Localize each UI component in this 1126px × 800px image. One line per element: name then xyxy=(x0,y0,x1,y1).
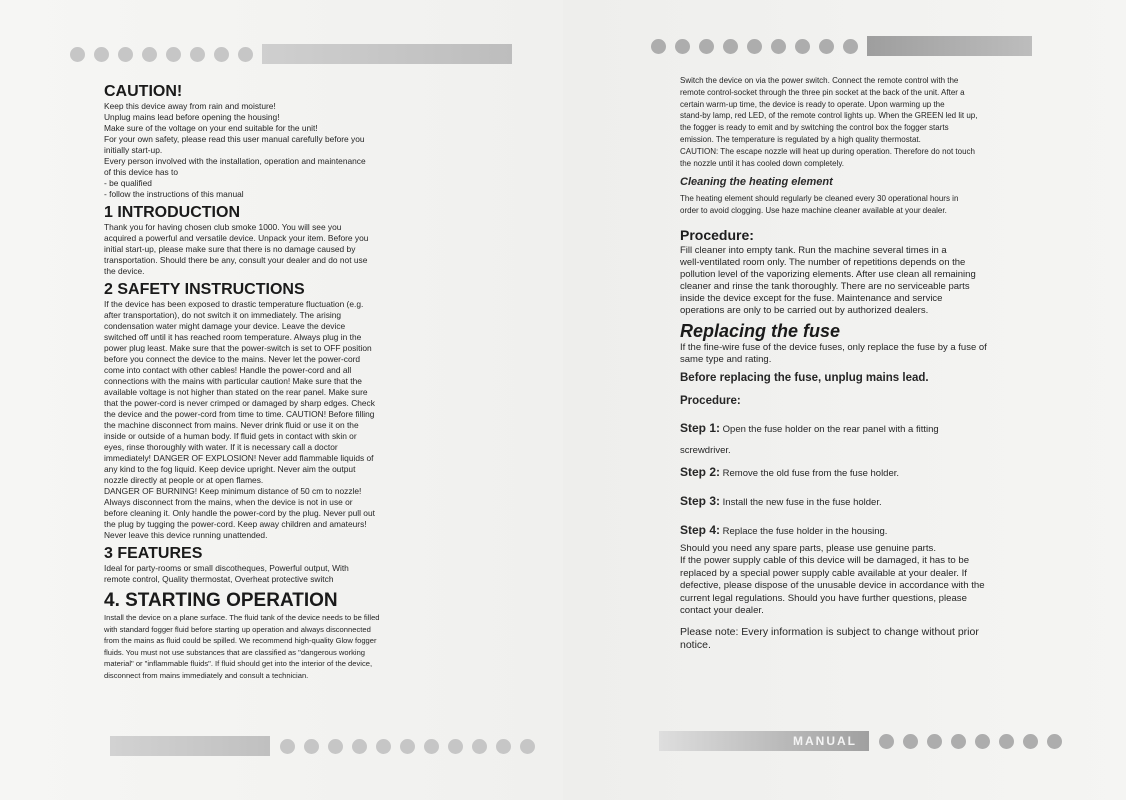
dot-icon xyxy=(975,734,990,749)
dot-icon xyxy=(166,47,181,62)
dot-icon xyxy=(903,734,918,749)
dot-icon xyxy=(927,734,942,749)
step-1 xyxy=(680,417,1052,441)
dot-icon xyxy=(118,47,133,62)
step-text: screwdriver. xyxy=(680,444,731,456)
dot-icon xyxy=(747,39,762,54)
dot-icon xyxy=(376,739,391,754)
footer-bar xyxy=(110,736,270,756)
unplug-note: Before replacing the fuse, unplug mains lead. xyxy=(680,371,929,384)
features-text: Ideal for party-rooms or small discotheques, Powerful output, With remote control, Quality thermostat, Overheat protective switch xyxy=(104,563,349,584)
spare-parts-text: Should you need any spare parts, please use genuine parts. If the power supply cable of this device will be damaged, it has to be replaced by a special power supply cable available at your dealer. If defective, please dispose of the unusable device in accordance with the current legal regulations. Should you have further questions, please contact your dealer. xyxy=(680,542,985,617)
left-bottom-decoration xyxy=(110,736,544,756)
left-column xyxy=(104,82,434,681)
introduction-text: Thank you for having chosen club smoke 1000. You will see you acquired a powerful and versatile device. Unpack your item. Before you initial start-up, please make sure that there is no damage caused by transportation. Should there be any, consult your dealer and do not use the device. xyxy=(104,222,369,276)
left-top-decoration xyxy=(70,44,512,64)
dot-icon xyxy=(400,739,415,754)
dot-icon xyxy=(328,739,343,754)
procedure-text: Fill cleaner into empty tank. Run the machine several times in a well-ventilated room only. The number of repetitions depends on the pollution level of the vaporizing elements. After use clean all remaining cleaner and rinse the tank thoroughly. There are no serviceable parts inside the device except for the fuse. Maintenance and service operations are only to be carried out by authorized dealers. xyxy=(680,244,976,316)
change-notice: Please note: Every information is subject to change without prior notice. xyxy=(680,625,979,651)
safety-text: If the device has been exposed to drastic temperature fluctuation (e.g. after transportation), do not switch it on immediately. The arising condensation water might damage your device. Leave the device switched off until it has reached room temperature. Always plug in the power plug least. Make sure that the power-switch is set to OFF position before you connect the device to the mains. Never let the power-cord come into contact with other cables! Handle the power-cord and all connections with the mains with particular caution! Make sure that the available voltage is not higher than stated on the rear panel. Make sure that the power-cord is never crimped or damaged by sharp edges. Check the device and the power-cord from time to time. CAUTION! Before filling the machine disconnect from mains. Never drink fluid or use it on the inside or outside of a human body. If fluid gets in contact with skin or eyes, rinse thoroughly with water. If it is necessary call a doctor immediately! DANGER OF EXPLOSION! Never add flammable liquids of any kind to the fog liquid. Keep device upright. Never aim the output nozzle directly at people or at open flames. DANGER OF BURNING! Keep minimum distance of 50 cm to nozzle! Always disconnect from the mains, when the device is not in use or before cleaning it. Only handle the power-cord by the plug. Never pull out the plug by tugging the power-cord. Keep away children and amateurs! Never leave this device running unattended. xyxy=(104,299,375,540)
step-4 xyxy=(680,519,1052,543)
caution-heading: CAUTION! xyxy=(104,83,183,100)
step-label: Step 3: xyxy=(680,493,721,508)
procedure-heading-2: Procedure: xyxy=(680,394,741,407)
dot-icon xyxy=(352,739,367,754)
dot-icon xyxy=(472,739,487,754)
starting-operation-heading: 4. STARTING OPERATION xyxy=(104,590,338,611)
step-text: Remove the old fuse from the fuse holder. xyxy=(722,467,900,479)
cleaning-text: The heating element should regularly be cleaned every 30 operational hours in order to avoid clogging. Use haze machine cleaner available at your dealer. xyxy=(680,194,959,216)
dot-icon xyxy=(1047,734,1062,749)
introduction-heading: 1 INTRODUCTION xyxy=(104,204,240,221)
right-top-decoration xyxy=(651,36,1032,56)
dot-icon xyxy=(448,739,463,754)
cleaning-heading: Cleaning the heating element xyxy=(680,176,833,189)
step-text: Install the new fuse in the fuse holder. xyxy=(722,496,882,508)
replacing-fuse-text: If the fine-wire fuse of the device fuses, only replace the fuse by a fuse of same type and rating. xyxy=(680,341,987,365)
replacing-fuse-heading: Replacing the fuse xyxy=(680,320,841,341)
right-column xyxy=(680,75,1052,652)
dot-icon xyxy=(879,734,894,749)
caution-text: Keep this device away from rain and moisture! Unplug mains lead before opening the housing! Make sure of the voltage on your end suitable for the unit! For your own safety, please read this user manual carefully before you initially start-up. Every person involved with the installation, operation and maintenance of this device has to - be qualified - follow the instructions of this manual xyxy=(104,101,366,199)
dot-icon xyxy=(94,47,109,62)
step-label: Step 4: xyxy=(680,522,721,537)
dot-icon xyxy=(723,39,738,54)
step-label: Step 1: xyxy=(680,420,721,435)
starting-operation-text: Install the device on a plane surface. The fluid tank of the device needs to be filled with standard fogger fluid before starting up operation and always disconnected from the mains as fluid could be spilled. We recommend high-quality Glow fogger fluids. You must not use substances that are classified as "dangerous working material" or "inflammable fluids". If fluid should get into the interior of the device, disconnect from mains immediately and consult a technician. xyxy=(104,613,380,680)
safety-heading: 2 SAFETY INSTRUCTIONS xyxy=(104,281,305,298)
right-bottom-decoration xyxy=(659,731,1071,751)
step-2 xyxy=(680,461,1052,485)
dot-icon xyxy=(238,47,253,62)
header-bar xyxy=(867,36,1032,56)
dot-icon xyxy=(951,734,966,749)
step-label: Step 2: xyxy=(680,464,721,479)
dot-icon xyxy=(190,47,205,62)
dot-icon xyxy=(520,739,535,754)
dot-icon xyxy=(496,739,511,754)
footer-bar: MANUAL xyxy=(659,731,869,751)
dot-icon xyxy=(675,39,690,54)
switch-on-text: Switch the device on via the power switch. Connect the remote control with the remote control-socket through the three pin socket at the back of the unit. After a certain warm-up time, the device is ready to operate. Upon warming up the stand-by lamp, red LED, of the remote control lights up. When the GREEN led lit up, the fogger is ready to emit and by switching the control box the fogger starts emission. The temperature is regulated by a high quality thermostat. CAUTION: The escape nozzle will heat up during operation. Therefore do not touch the nozzle until it has cooled down completely. xyxy=(680,76,978,168)
dot-icon xyxy=(999,734,1014,749)
step-text: Replace the fuse holder in the housing. xyxy=(722,525,888,537)
step-1-continuation xyxy=(680,441,1052,461)
dot-icon xyxy=(1023,734,1038,749)
dot-icon xyxy=(651,39,666,54)
dot-icon xyxy=(280,739,295,754)
step-text: Open the fuse holder on the rear panel with a fitting xyxy=(722,423,939,435)
dot-icon xyxy=(843,39,858,54)
procedure-heading: Procedure: xyxy=(680,226,754,243)
dot-icon xyxy=(304,739,319,754)
dot-icon xyxy=(142,47,157,62)
dot-icon xyxy=(70,47,85,62)
right-page xyxy=(563,0,1126,800)
dot-icon xyxy=(771,39,786,54)
dot-icon xyxy=(795,39,810,54)
step-3 xyxy=(680,490,1052,514)
dot-icon xyxy=(699,39,714,54)
dot-icon xyxy=(424,739,439,754)
features-heading: 3 FEATURES xyxy=(104,545,203,562)
header-bar xyxy=(262,44,512,64)
dot-icon xyxy=(214,47,229,62)
dot-icon xyxy=(819,39,834,54)
